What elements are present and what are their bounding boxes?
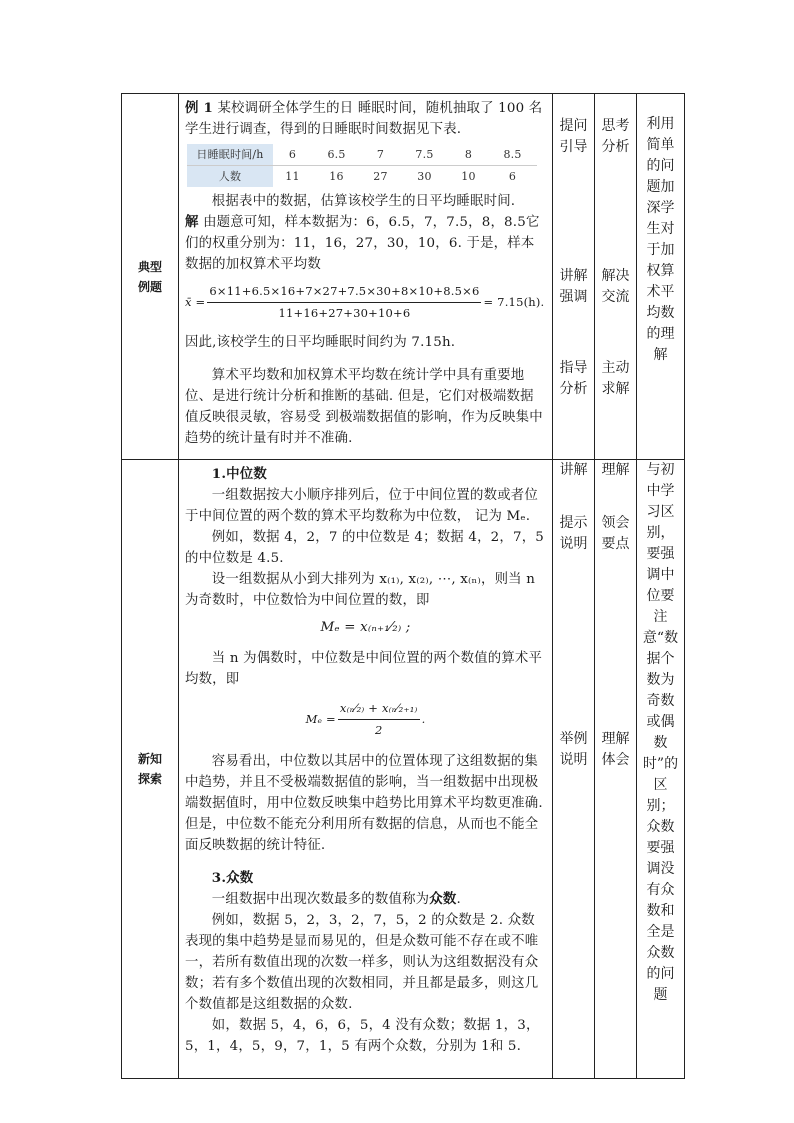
lesson-plan-page [121,93,679,1080]
student-activity: 领会要点 [601,515,630,552]
table-cell: 7 [361,144,400,166]
table-cell: 6 [273,144,312,166]
table-cell: 8.5 [488,144,537,166]
table-cell: 6 [508,170,517,183]
student-activity: 思考分析 [601,118,630,155]
table-cell: 6.5 [312,144,361,166]
mode-def-text: 一组数据中出现次数最多的数值称为 [211,892,430,907]
formula-numerator: 6×11+6.5×16+7×27+7.5×30+8×10+8.5×6 [207,281,481,303]
table-cell: 30 [417,170,432,183]
question-text: 根据表中的数据，估算该校学生的日平均睡眠时间. [211,194,516,209]
table-cell: 7.5 [400,144,449,166]
table-cell: 11 [285,170,300,183]
sleep-data-table [187,144,537,187]
solution-text: 由题意可知，样本数据为：6，6.5，7，7.5，8，8.5它们的权重分别为：11，16，27，30，10，6. 于是，样本数据的加权算术平均数 [185,215,540,272]
table-cell: 10 [461,170,476,183]
design-intent-cell [637,460,685,1079]
teacher-activity: 提示说明 [559,515,588,552]
teacher-activity-cell [553,94,595,460]
mode-def-end: . [456,892,461,907]
even-formula-fraction [338,698,420,741]
formula-denominator: 11+16+27+30+10+6 [278,306,411,320]
design-intent-text: 利用简单的问题加深学生对于加权算术平均数的理解 [646,116,675,363]
stage-cell [122,460,179,1079]
even-formula-denominator: 2 [374,723,383,737]
solution-paragraph [185,212,546,275]
teacher-activity: 讲解强调 [559,268,588,305]
odd-median-formula: Mₑ = x₍ₙ₊₁⁄₂₎ ; [320,620,411,635]
student-activity: 理解体会 [601,731,630,768]
teacher-activity-cell [553,460,595,1079]
design-intent-text: 与初中学习区别，要强调中位要注意“数据个数为奇数或偶数时”的区别；众数要强调没有众数和全是众数的问题 [642,462,679,1003]
table-cell: 日睡眠时间/h [187,144,273,166]
weighted-mean-formula [185,281,546,324]
solution-label: 解 [185,214,199,230]
mode-example: 例如，数据 5，2，3，2，7，5，2 的众数是 2. 众数表现的集中趋势是显而易见的，但是众数可能不存在或不唯一，若所有数值出现的次数一样多，则认为这组数据没有众数；若有多个数值出现的次数相同，并且都是最多，则这几个数值都是这组数据的众数. [185,913,539,1012]
design-intent-cell [637,94,685,460]
teacher-activity: 提问引导 [559,118,588,155]
example-title: 例 1 [185,100,213,116]
student-activity: 主动求解 [601,360,630,397]
table-cell: 人数 [187,166,273,188]
teacher-activity: 举例说明 [559,731,588,768]
student-activity-cell [595,94,637,460]
teacher-activity: 指导分析 [559,360,588,397]
mode-definition [185,889,546,910]
even-formula-lhs: Mₑ = [305,712,336,726]
even-formula-numerator: x₍ₙ⁄₂₎ + x₍ₙ⁄₂₊₁₎ [338,698,420,720]
teacher-activity: 讲解 [559,462,588,478]
table-header-row [187,144,537,166]
even-case-text: 当 n 为偶数时，中位数是中间位置的两个数值的算术平均数，即 [185,651,543,687]
example-text: 某校调研全体学生的日 睡眠时间，随机抽取了 100 名学生进行调查，得到的日睡眠时间数据见下表. [185,101,543,137]
student-activity: 理解 [601,462,630,478]
formula-result: = 7.15(h). [483,295,545,309]
section-heading-mode: 3.众数 [211,870,254,886]
median-example: 例如，数据 4，2，7 的中位数是 4；数据 4，2，7，5 的中位数是 4.5. [185,530,545,566]
stage-label: 典型例题 [137,259,162,294]
content-cell [179,460,553,1079]
odd-case-text: 设一组数据从小到大排列为 x₍₁₎, x₍₂₎, ⋯, x₍ₙ₎，则当 n 为奇数时，中位数恰为中间位置的数，即 [185,572,536,608]
table-row-new-knowledge [122,460,685,1079]
example-intro [185,98,546,140]
stage-cell [122,94,179,460]
lesson-plan-table [121,93,685,1079]
stage-label: 新知探索 [137,752,162,786]
table-cell: 27 [373,170,388,183]
mode-example-2: 如，数据 5，4，6，6，5，4 没有众数；数据 1，3，5，1，4，5，9，7，1，5 有两个众数，分别为 1和 5. [185,1018,540,1054]
mode-def-term: 众数 [429,891,457,907]
table-cell: 16 [329,170,344,183]
content-cell [179,94,553,460]
table-row [187,166,537,188]
student-activity-cell [595,460,637,1079]
even-median-formula: Mₑ = $\frac{\text{x₍ₙ⁄₂₎ + x₍ₙ⁄₂₊₁₎}}{2}$ . [185,698,546,741]
median-definition: 一组数据按大小顺序排列后，位于中间位置的数或者位于中间位置的两个数的算术平均数称为中位数， 记为 Mₑ. [185,488,538,524]
table-cell: 8 [449,144,488,166]
remark-text: 算术平均数和加权算术平均数在统计学中具有重要地位、是进行统计分析和推断的基础. 但是，它们对极端数据值反映很灵敏，容易受 到极端数据值的影响，作为反映集中趋势的统计量有时并不准确. [185,368,543,446]
conclusion-text: 因此,该校学生的日平均睡眠时间约为 7.15h. [185,335,456,350]
median-remark: 容易看出，中位数以其居中的位置体现了这组数据的集中趋势，并且不受极端数据值的影响，当一组数据中出现极端数据值时，用中位数反映集中趋势比用算术平均数更准确. 但是，中位数不能充分利用所有数据的信息，从而也不能全面反映数据的统计特征. [185,754,543,853]
formula-fraction [207,281,481,324]
formula-lhs: x̄ = [185,295,206,309]
table-row-example [122,94,685,460]
section-heading-median: 1.中位数 [211,466,267,482]
student-activity: 解决交流 [601,268,630,305]
